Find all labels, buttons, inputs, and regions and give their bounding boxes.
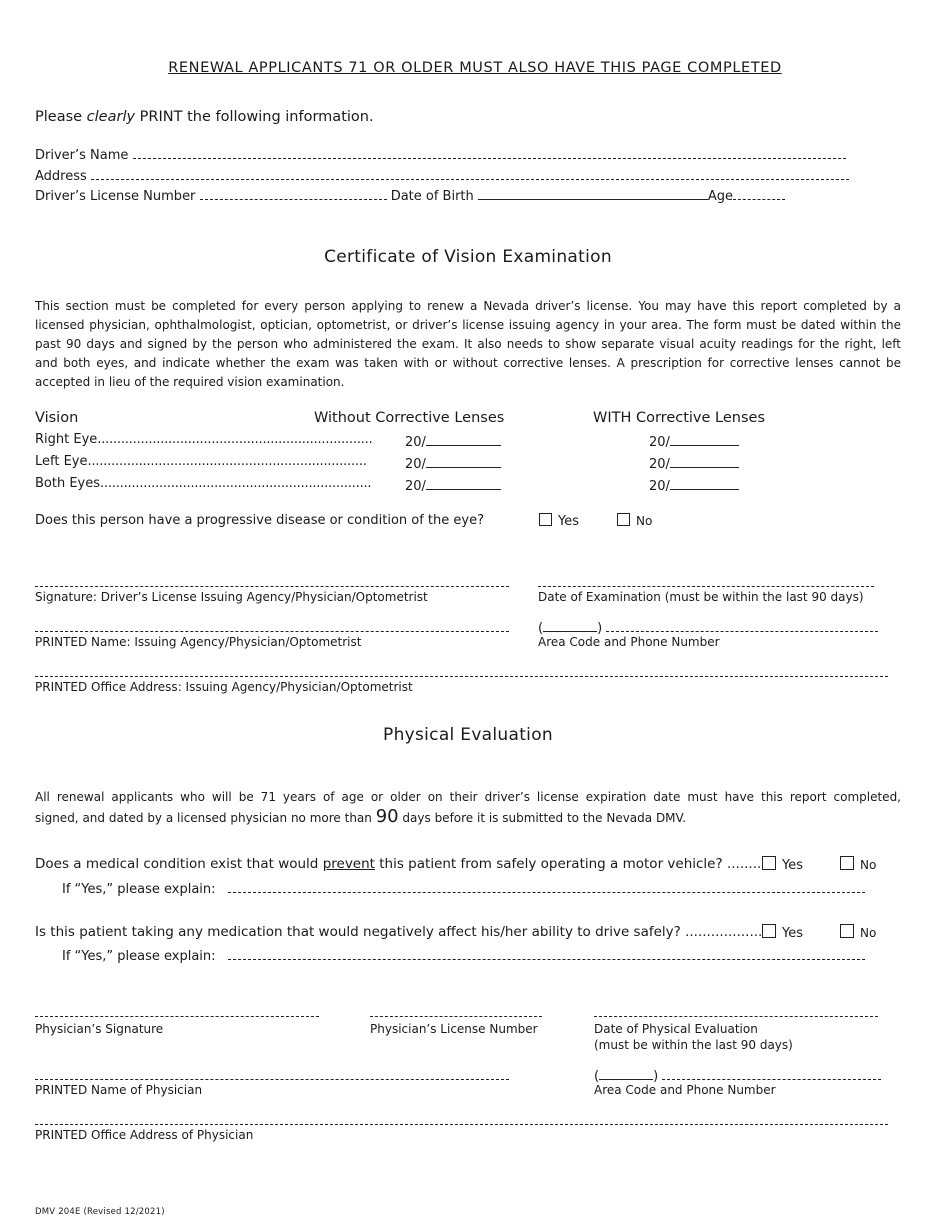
right-eye-without: 20/ [405, 432, 501, 450]
medical-condition-no-option[interactable]: No [840, 856, 876, 872]
form-id-footer: DMV 204E (Revised 12/2021) [35, 1207, 165, 1217]
vision-office-address-label: PRINTED Office Address: Issuing Agency/Physician/Optometrist [35, 680, 413, 694]
vision-signature-line[interactable] [35, 586, 509, 587]
both-eyes-without: 20/ [405, 476, 501, 494]
right-eye-label: Right Eye [35, 432, 98, 447]
vision-office-address-line[interactable] [35, 676, 888, 677]
physical-section-title: Physical Evaluation [383, 725, 553, 745]
progressive-yes-checkbox[interactable] [539, 513, 552, 526]
medication-explain-row [62, 946, 865, 964]
page-header-text: RENEWAL APPLICANTS 71 OR OLDER MUST ALSO HAVE THIS PAGE COMPLETED [168, 60, 782, 76]
physical-paragraph-line: All renewal applicants who will be 71 years of age or older on their driver’s license expiration date must have this report completed, [35, 790, 901, 804]
physical-paragraph [35, 787, 901, 828]
vision-phone-number-field[interactable] [606, 618, 878, 632]
left-eye-without: 20/ [405, 454, 501, 472]
medical-condition-yes-option[interactable]: Yes [762, 856, 803, 873]
medication-question: Is this patient taking any medication that would negatively affect his/her ability to drive safely? .................. [35, 924, 763, 940]
physical-date-label: Date of Physical Evaluation [594, 1022, 758, 1036]
vision-printed-name-line[interactable] [35, 631, 509, 632]
age-label: Age [707, 189, 734, 204]
vision-area-code-field[interactable] [543, 618, 597, 632]
physical-date-line[interactable] [594, 1016, 878, 1017]
license-number-field[interactable] [200, 186, 387, 200]
physical-date-note: (must be within the last 90 days) [594, 1038, 793, 1052]
address-row [35, 166, 849, 184]
right-eye-row: Right Eye...................................................................... [35, 432, 373, 447]
right-eye-with: 20/ [649, 432, 739, 450]
vision-section-title: Certificate of Vision Examination [324, 247, 612, 267]
medical-condition-explain-field[interactable] [228, 879, 865, 893]
physician-license-line[interactable] [370, 1016, 542, 1017]
ninety-days-number: 90 [375, 806, 399, 827]
progressive-no-checkbox[interactable] [617, 513, 630, 526]
vision-printed-name-label: PRINTED Name: Issuing Agency/Physician/Optometrist [35, 635, 362, 649]
left-eye-with: 20/ [649, 454, 739, 472]
physician-office-address-label: PRINTED Office Address of Physician [35, 1128, 254, 1142]
address-label: Address [35, 169, 87, 184]
physician-license-label: Physician’s License Number [370, 1022, 538, 1036]
license-dob-row [35, 186, 785, 204]
physician-signature-label: Physician’s Signature [35, 1022, 164, 1036]
progressive-question: Does this person have a progressive disease or condition of the eye? [35, 513, 484, 528]
both-eyes-with-field[interactable] [670, 476, 739, 490]
medical-condition-question: Does a medical condition exist that would prevent this patient from safely operating a motor vehicle? ........ [35, 856, 762, 872]
medication-explain-field[interactable] [228, 946, 865, 960]
with-lenses-header: WITH Corrective Lenses [593, 410, 766, 426]
dob-field[interactable] [478, 186, 708, 200]
left-eye-row: Left Eye....................................................................... [35, 454, 367, 469]
progressive-no-option[interactable]: No [617, 513, 652, 528]
physical-paragraph-line: signed, and dated by a licensed physician no more than 90 days before it is submitted to the Nevada DMV. [35, 806, 687, 827]
both-eyes-without-field[interactable] [426, 476, 501, 490]
medication-no-option[interactable]: No [840, 924, 876, 940]
vision-paragraph-line: past 90 days and signed by the person who administered the exam. It also needs to show separate visual acuity readings for the right, left [35, 337, 901, 351]
vision-phone-field[interactable]: ( ) [538, 618, 878, 636]
medication-yes-option[interactable]: Yes [762, 924, 803, 941]
both-eyes-label: Both Eyes [35, 476, 101, 491]
physician-phone-number-field[interactable] [662, 1066, 881, 1080]
without-lenses-header: Without Corrective Lenses [314, 410, 505, 426]
intro-text: Please clearly PRINT the following information. [35, 109, 374, 125]
physician-area-code-field[interactable] [599, 1066, 653, 1080]
vision-paragraph-line: This section must be completed for every person applying to renew a Nevada driver’s license. You may have this report completed by a [35, 299, 901, 313]
vision-phone-label: Area Code and Phone Number [538, 635, 720, 649]
exam-date-line[interactable] [538, 586, 874, 587]
vision-signature-label: Signature: Driver’s License Issuing Agency/Physician/Optometrist [35, 590, 428, 604]
vision-paragraph-line: accepted in lieu of the required vision examination. [35, 375, 345, 389]
left-eye-with-field[interactable] [670, 454, 739, 468]
prevent-underlined: prevent [322, 856, 375, 872]
dob-label: Date of Birth [390, 189, 474, 204]
driver-name-label: Driver’s Name [35, 148, 129, 163]
driver-name-field[interactable] [133, 145, 846, 159]
medical-condition-yes-checkbox[interactable] [762, 856, 776, 870]
driver-name-row [35, 145, 846, 163]
physician-signature-line[interactable] [35, 1016, 319, 1017]
both-eyes-row: Both Eyes..................................................................... [35, 476, 372, 491]
exam-date-label: Date of Examination (must be within the last 90 days) [538, 590, 864, 604]
physician-printed-name-label: PRINTED Name of Physician [35, 1083, 203, 1097]
vision-paragraph-line: licensed physician, ophthalmologist, optician, optometrist, or driver’s license issuing agency in your area. The form must be dated within the [35, 318, 901, 332]
right-eye-with-field[interactable] [670, 432, 739, 446]
intro-emphasis: clearly [86, 109, 136, 125]
physician-office-address-line[interactable] [35, 1124, 888, 1125]
right-eye-without-field[interactable] [426, 432, 501, 446]
physician-phone-label: Area Code and Phone Number [594, 1083, 776, 1097]
physician-printed-name-line[interactable] [35, 1079, 509, 1080]
medical-condition-explain-label: If “Yes,” please explain: [62, 882, 216, 897]
both-eyes-with: 20/ [649, 476, 739, 494]
medication-no-checkbox[interactable] [840, 924, 854, 938]
medication-yes-checkbox[interactable] [762, 924, 776, 938]
address-field[interactable] [91, 166, 849, 180]
age-field[interactable] [733, 186, 785, 200]
vision-paragraph-line: and both eyes, and indicate whether the exam was taken with or without corrective lenses. A prescription for corrective lenses cannot be [35, 356, 901, 370]
license-number-label: Driver’s License Number [35, 189, 196, 204]
left-eye-without-field[interactable] [426, 454, 501, 468]
page-header [0, 60, 950, 76]
left-eye-label: Left Eye [35, 454, 88, 469]
medication-explain-label: If “Yes,” please explain: [62, 949, 216, 964]
physician-phone-field[interactable]: ( ) [594, 1066, 881, 1084]
vision-paragraph [35, 297, 901, 392]
progressive-yes-option[interactable]: Yes [539, 513, 579, 529]
medical-condition-no-checkbox[interactable] [840, 856, 854, 870]
medical-condition-explain-row [62, 879, 865, 897]
vision-col-header: Vision [35, 410, 79, 426]
